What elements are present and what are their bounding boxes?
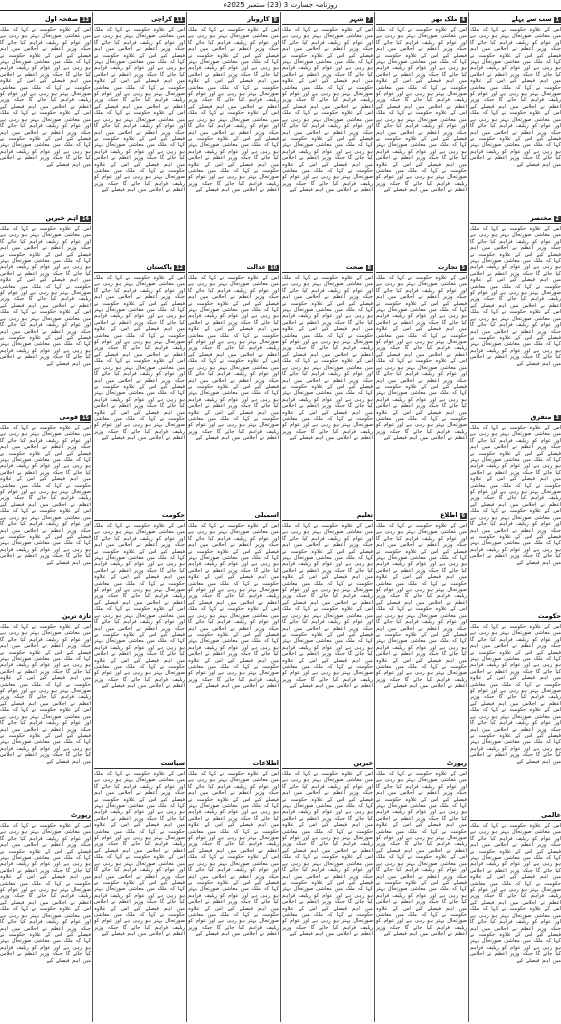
headline-text: سیاست: [160, 759, 185, 767]
article-number-badge: 7: [367, 17, 371, 23]
news-column: [0, 12, 91, 1022]
news-column: [94, 12, 185, 1022]
article-headline: [282, 15, 373, 25]
article-headline: [0, 413, 91, 423]
headline-text: حکومت: [537, 612, 561, 620]
article-number-badge: 2: [555, 216, 559, 222]
article-headline: [0, 15, 91, 25]
article-headline: [376, 15, 467, 25]
masthead-date: روزنامہ جسارت 3 (23) ستمبر 2025ء: [223, 1, 338, 9]
headline-text: صحت: [345, 263, 364, 271]
article-body: اس کے علاوہ حکومت نے کہا کہ ملک میں معاشی صورتحال بہتر ہو رہی ہے اور عوام کو ریلیف فراہم کیا جائے گا جبکہ وزیر اعظم نے اجلاس میں اہم فیصلے کیے اس کے علاوہ حکومت نے کہا کہ ملک میں معاشی صورتحال بہتر ہو رہی ہے اور عوام کو ریلیف فراہم کیا جائے گا جبکہ وزیر اعظم نے اجلاس میں اہم فیصلے کیے اس کے علاوہ حکومت نے کہا کہ ملک میں معاشی صورتحال بہتر ہو رہی ہے اور عوام کو ریلیف فراہم کیا جائے گا جبکہ وزیر اعظم نے اجلاس میں اہم فیصلے کیے اس کے علاوہ حکومت نے کہا کہ ملک میں معاشی صورتحال بہتر ہو رہی ہے اور عوام کو ریلیف فراہم کیا جائے گا جبکہ وزیر اعظم نے اجلاس میں اہم فیصلے کیے اس کے علاوہ حکومت نے کہا کہ ملک میں معاشی صورتحال بہتر ہو رہی ہے اور عوام کو ریلیف فراہم کیا جائے گا جبکہ وزیر اعظم نے اجلاس میں اہم فیصلے کیے اس کے علاوہ حکومت نے کہا کہ ملک میں معاشی صورتحال بہتر ہو رہی ہے اور عوام کو ریلیف فراہم کیا جائے گا جبکہ وزیر اعظم نے اجلاس میں اہم فیصلے کیے: [376, 27, 467, 194]
column-divider: [92, 12, 93, 1022]
article-body: اس کے علاوہ حکومت نے کہا کہ ملک میں معاشی صورتحال بہتر ہو رہی ہے اور عوام کو ریلیف فراہم کیا جائے گا جبکہ وزیر اعظم نے اجلاس میں اہم فیصلے کیے اس کے علاوہ حکومت نے کہا کہ ملک میں معاشی صورتحال بہتر ہو رہی ہے اور عوام کو ریلیف فراہم کیا جائے گا جبکہ وزیر اعظم نے اجلاس میں اہم فیصلے کیے اس کے علاوہ حکومت نے کہا کہ ملک میں معاشی صورتحال بہتر ہو رہی ہے اور عوام کو ریلیف فراہم کیا جائے گا جبکہ وزیر اعظم نے اجلاس میں اہم فیصلے کیے اس کے علاوہ حکومت نے کہا کہ ملک میں معاشی صورتحال بہتر ہو رہی ہے اور عوام کو ریلیف فراہم کیا جائے گا جبکہ وزیر اعظم نے اجلاس میں اہم فیصلے کیے اس کے علاوہ حکومت نے کہا کہ ملک میں معاشی صورتحال بہتر ہو رہی ہے اور عوام کو ریلیف فراہم کیا جائے گا جبکہ وزیر اعظم نے اجلاس میں اہم فیصلے کیے: [0, 823, 91, 964]
article-number-badge: 9: [273, 17, 277, 23]
news-column: [282, 12, 373, 1022]
article-number-badge: 15: [82, 415, 89, 421]
news-column: [376, 12, 467, 1022]
headline-text: تازہ ترین: [62, 612, 91, 620]
article-headline: [470, 811, 561, 821]
article-number-badge: 12: [176, 265, 183, 271]
column-divider: [468, 12, 469, 1022]
article-headline: [94, 263, 185, 273]
article-body: اس کے علاوہ حکومت نے کہا کہ ملک میں معاشی صورتحال بہتر ہو رہی ہے اور عوام کو ریلیف فراہم کیا جائے گا جبکہ وزیر اعظم نے اجلاس میں اہم فیصلے کیے اس کے علاوہ حکومت نے کہا کہ ملک میں معاشی صورتحال بہتر ہو رہی ہے اور عوام کو ریلیف فراہم کیا جائے گا جبکہ وزیر اعظم نے اجلاس میں اہم فیصلے کیے اس کے علاوہ حکومت نے کہا کہ ملک میں معاشی صورتحال بہتر ہو رہی ہے اور عوام کو ریلیف فراہم کیا جائے گا جبکہ وزیر اعظم نے اجلاس میں اہم فیصلے کیے اس کے علاوہ حکومت نے کہا کہ ملک میں معاشی صورتحال بہتر ہو رہی ہے اور عوام کو ریلیف فراہم کیا جائے گا جبکہ وزیر اعظم نے اجلاس میں اہم فیصلے کیے اس کے علاوہ حکومت نے کہا کہ ملک میں معاشی صورتحال بہتر ہو رہی ہے اور عوام کو ریلیف فراہم کیا جائے گا جبکہ وزیر اعظم نے اجلاس میں اہم فیصلے کیے: [470, 823, 561, 964]
headline-text: شہر: [349, 15, 364, 23]
article-body: اس کے علاوہ حکومت نے کہا کہ ملک میں معاشی صورتحال بہتر ہو رہی ہے اور عوام کو ریلیف فراہم کیا جائے گا جبکہ وزیر اعظم نے اجلاس میں اہم فیصلے کیے اس کے علاوہ حکومت نے کہا کہ ملک میں معاشی صورتحال بہتر ہو رہی ہے اور عوام کو ریلیف فراہم کیا جائے گا جبکہ وزیر اعظم نے اجلاس میں اہم فیصلے کیے اس کے علاوہ حکومت نے کہا کہ ملک میں معاشی صورتحال بہتر ہو رہی ہے اور عوام کو ریلیف فراہم کیا جائے گا جبکہ وزیر اعظم نے اجلاس میں اہم فیصلے کیے اس کے علاوہ حکومت نے کہا کہ ملک میں معاشی صورتحال بہتر ہو رہی ہے اور عوام کو ریلیف فراہم کیا جائے گا جبکہ وزیر اعظم نے اجلاس میں اہم فیصلے کیے اس کے علاوہ حکومت نے کہا کہ ملک میں معاشی صورتحال بہتر ہو رہی ہے اور عوام کو ریلیف فراہم کیا جائے گا جبکہ وزیر اعظم نے اجلاس میں اہم فیصلے کیے اس کے علاوہ حکومت نے کہا کہ ملک میں معاشی صورتحال بہتر ہو رہی ہے اور عوام کو ریلیف فراہم کیا جائے گا جبکہ وزیر اعظم نے اجلاس میں اہم فیصلے کیے: [282, 523, 373, 690]
column-divider: [186, 12, 187, 1022]
article-body: اس کے علاوہ حکومت نے کہا کہ ملک میں معاشی صورتحال بہتر ہو رہی ہے اور عوام کو ریلیف فراہم کیا جائے گا جبکہ وزیر اعظم نے اجلاس میں اہم فیصلے کیے اس کے علاوہ حکومت نے کہا کہ ملک میں معاشی صورتحال بہتر ہو رہی ہے اور عوام کو ریلیف فراہم کیا جائے گا جبکہ وزیر اعظم نے اجلاس میں اہم فیصلے کیے اس کے علاوہ حکومت نے کہا کہ ملک میں معاشی صورتحال بہتر ہو رہی ہے اور عوام کو ریلیف فراہم کیا جائے گا جبکہ وزیر اعظم نے اجلاس میں اہم فیصلے کیے اس کے علاوہ حکومت نے کہا کہ ملک میں معاشی صورتحال بہتر ہو رہی ہے اور عوام کو ریلیف فراہم کیا جائے گا جبکہ وزیر اعظم نے اجلاس میں اہم فیصلے کیے اس کے علاوہ حکومت نے کہا کہ ملک میں معاشی صورتحال بہتر ہو رہی ہے اور عوام کو ریلیف فراہم کیا جائے گا جبکہ وزیر اعظم نے اجلاس میں اہم فیصلے کیے اس کے علاوہ حکومت نے کہا کہ ملک میں معاشی صورتحال بہتر ہو رہی ہے اور عوام کو ریلیف فراہم کیا جائے گا جبکہ وزیر اعظم نے اجلاس میں اہم فیصلے کیے: [188, 275, 279, 442]
article-headline: [94, 15, 185, 25]
column-divider: [280, 12, 281, 1022]
headline-text: اسمبلی: [254, 511, 279, 519]
headline-text: خبریں: [353, 759, 373, 767]
headline-text: متفرق: [530, 413, 552, 421]
article-headline: [282, 263, 373, 273]
article-number-badge: 3: [555, 415, 559, 421]
article-number-badge: 11: [176, 17, 183, 23]
headline-text: مختصر: [530, 214, 552, 222]
article-number-badge: 6: [461, 513, 465, 519]
headline-text: کاروبار: [247, 15, 270, 23]
article-body: اس کے علاوہ حکومت نے کہا کہ ملک میں معاشی صورتحال بہتر ہو رہی ہے اور عوام کو ریلیف فراہم کیا جائے گا جبکہ وزیر اعظم نے اجلاس میں اہم فیصلے کیے اس کے علاوہ حکومت نے کہا کہ ملک میں معاشی صورتحال بہتر ہو رہی ہے اور عوام کو ریلیف فراہم کیا جائے گا جبکہ وزیر اعظم نے اجلاس میں اہم فیصلے کیے اس کے علاوہ حکومت نے کہا کہ ملک میں معاشی صورتحال بہتر ہو رہی ہے اور عوام کو ریلیف فراہم کیا جائے گا جبکہ وزیر اعظم نے اجلاس میں اہم فیصلے کیے اس کے علاوہ حکومت نے کہا کہ ملک میں معاشی صورتحال بہتر ہو رہی ہے اور عوام کو ریلیف فراہم کیا جائے گا جبکہ وزیر اعظم نے اجلاس میں اہم فیصلے کیے اس کے علاوہ حکومت نے کہا کہ ملک میں معاشی صورتحال بہتر ہو رہی ہے اور عوام کو ریلیف فراہم کیا جائے گا جبکہ وزیر اعظم نے اجلاس میں اہم فیصلے کیے: [470, 27, 561, 168]
news-column: [470, 12, 561, 1022]
headline-text: حکومت: [161, 511, 185, 519]
article-headline: [188, 759, 279, 769]
article-body: اس کے علاوہ حکومت نے کہا کہ ملک میں معاشی صورتحال بہتر ہو رہی ہے اور عوام کو ریلیف فراہم کیا جائے گا جبکہ وزیر اعظم نے اجلاس میں اہم فیصلے کیے اس کے علاوہ حکومت نے کہا کہ ملک میں معاشی صورتحال بہتر ہو رہی ہے اور عوام کو ریلیف فراہم کیا جائے گا جبکہ وزیر اعظم نے اجلاس میں اہم فیصلے کیے اس کے علاوہ حکومت نے کہا کہ ملک میں معاشی صورتحال بہتر ہو رہی ہے اور عوام کو ریلیف فراہم کیا جائے گا جبکہ وزیر اعظم نے اجلاس میں اہم فیصلے کیے اس کے علاوہ حکومت نے کہا کہ ملک میں معاشی صورتحال بہتر ہو رہی ہے اور عوام کو ریلیف فراہم کیا جائے گا جبکہ وزیر اعظم نے اجلاس میں اہم فیصلے کیے اس کے علاوہ حکومت نے کہا کہ ملک میں معاشی صورتحال بہتر ہو رہی ہے اور عوام کو ریلیف فراہم کیا جائے گا جبکہ وزیر اعظم نے اجلاس میں اہم فیصلے کیے اس کے علاوہ حکومت نے کہا کہ ملک میں معاشی صورتحال بہتر ہو رہی ہے اور عوام کو ریلیف فراہم کیا جائے گا جبکہ وزیر اعظم نے اجلاس میں اہم فیصلے کیے: [188, 771, 279, 938]
news-column: [188, 12, 279, 1022]
article-body: اس کے علاوہ حکومت نے کہا کہ ملک میں معاشی صورتحال بہتر ہو رہی ہے اور عوام کو ریلیف فراہم کیا جائے گا جبکہ وزیر اعظم نے اجلاس میں اہم فیصلے کیے اس کے علاوہ حکومت نے کہا کہ ملک میں معاشی صورتحال بہتر ہو رہی ہے اور عوام کو ریلیف فراہم کیا جائے گا جبکہ وزیر اعظم نے اجلاس میں اہم فیصلے کیے اس کے علاوہ حکومت نے کہا کہ ملک میں معاشی صورتحال بہتر ہو رہی ہے اور عوام کو ریلیف فراہم کیا جائے گا جبکہ وزیر اعظم نے اجلاس میں اہم فیصلے کیے اس کے علاوہ حکومت نے کہا کہ ملک میں معاشی صورتحال بہتر ہو رہی ہے اور عوام کو ریلیف فراہم کیا جائے گا جبکہ وزیر اعظم نے اجلاس میں اہم فیصلے کیے اس کے علاوہ حکومت نے کہا کہ ملک میں معاشی صورتحال بہتر ہو رہی ہے اور عوام کو ریلیف فراہم کیا جائے گا جبکہ وزیر اعظم نے اجلاس میں اہم فیصلے کیے: [0, 226, 91, 367]
article-body: اس کے علاوہ حکومت نے کہا کہ ملک میں معاشی صورتحال بہتر ہو رہی ہے اور عوام کو ریلیف فراہم کیا جائے گا جبکہ وزیر اعظم نے اجلاس میں اہم فیصلے کیے اس کے علاوہ حکومت نے کہا کہ ملک میں معاشی صورتحال بہتر ہو رہی ہے اور عوام کو ریلیف فراہم کیا جائے گا جبکہ وزیر اعظم نے اجلاس میں اہم فیصلے کیے اس کے علاوہ حکومت نے کہا کہ ملک میں معاشی صورتحال بہتر ہو رہی ہے اور عوام کو ریلیف فراہم کیا جائے گا جبکہ وزیر اعظم نے اجلاس میں اہم فیصلے کیے اس کے علاوہ حکومت نے کہا کہ ملک میں معاشی صورتحال بہتر ہو رہی ہے اور عوام کو ریلیف فراہم کیا جائے گا جبکہ وزیر اعظم نے اجلاس میں اہم فیصلے کیے اس کے علاوہ حکومت نے کہا کہ ملک میں معاشی صورتحال بہتر ہو رہی ہے اور عوام کو ریلیف فراہم کیا جائے گا جبکہ وزیر اعظم نے اجلاس میں اہم فیصلے کیے اس کے علاوہ حکومت نے کہا کہ ملک میں معاشی صورتحال بہتر ہو رہی ہے اور عوام کو ریلیف فراہم کیا جائے گا جبکہ وزیر اعظم نے اجلاس میں اہم فیصلے کیے: [282, 275, 373, 442]
article-headline: [376, 511, 467, 521]
article-number-badge: 4: [461, 17, 465, 23]
headline-text: کراچی: [151, 15, 173, 23]
article-number-badge: 8: [367, 265, 371, 271]
article-body: اس کے علاوہ حکومت نے کہا کہ ملک میں معاشی صورتحال بہتر ہو رہی ہے اور عوام کو ریلیف فراہم کیا جائے گا جبکہ وزیر اعظم نے اجلاس میں اہم فیصلے کیے اس کے علاوہ حکومت نے کہا کہ ملک میں معاشی صورتحال بہتر ہو رہی ہے اور عوام کو ریلیف فراہم کیا جائے گا جبکہ وزیر اعظم نے اجلاس میں اہم فیصلے کیے اس کے علاوہ حکومت نے کہا کہ ملک میں معاشی صورتحال بہتر ہو رہی ہے اور عوام کو ریلیف فراہم کیا جائے گا جبکہ وزیر اعظم نے اجلاس میں اہم فیصلے کیے اس کے علاوہ حکومت نے کہا کہ ملک میں معاشی صورتحال بہتر ہو رہی ہے اور عوام کو ریلیف فراہم کیا جائے گا جبکہ وزیر اعظم نے اجلاس میں اہم فیصلے کیے اس کے علاوہ حکومت نے کہا کہ ملک میں معاشی صورتحال بہتر ہو رہی ہے اور عوام کو ریلیف فراہم کیا جائے گا جبکہ وزیر اعظم نے اجلاس میں اہم فیصلے کیے: [0, 27, 91, 168]
headline-text: پاکستان: [146, 263, 173, 271]
article-headline: [94, 511, 185, 521]
article-headline: [470, 612, 561, 622]
article-headline: [376, 759, 467, 769]
headline-text: اہم خبریں: [45, 214, 79, 222]
headline-text: عالمی: [541, 811, 561, 819]
article-headline: [470, 214, 561, 224]
article-number-badge: 10: [270, 265, 277, 271]
headline-text: تجارت: [438, 263, 458, 271]
article-body: اس کے علاوہ حکومت نے کہا کہ ملک میں معاشی صورتحال بہتر ہو رہی ہے اور عوام کو ریلیف فراہم کیا جائے گا جبکہ وزیر اعظم نے اجلاس میں اہم فیصلے کیے اس کے علاوہ حکومت نے کہا کہ ملک میں معاشی صورتحال بہتر ہو رہی ہے اور عوام کو ریلیف فراہم کیا جائے گا جبکہ وزیر اعظم نے اجلاس میں اہم فیصلے کیے اس کے علاوہ حکومت نے کہا کہ ملک میں معاشی صورتحال بہتر ہو رہی ہے اور عوام کو ریلیف فراہم کیا جائے گا جبکہ وزیر اعظم نے اجلاس میں اہم فیصلے کیے اس کے علاوہ حکومت نے کہا کہ ملک میں معاشی صورتحال بہتر ہو رہی ہے اور عوام کو ریلیف فراہم کیا جائے گا جبکہ وزیر اعظم نے اجلاس میں اہم فیصلے کیے اس کے علاوہ حکومت نے کہا کہ ملک میں معاشی صورتحال بہتر ہو رہی ہے اور عوام کو ریلیف فراہم کیا جائے گا جبکہ وزیر اعظم نے اجلاس میں اہم فیصلے کیے اس کے علاوہ حکومت نے کہا کہ ملک میں معاشی صورتحال بہتر ہو رہی ہے اور عوام کو ریلیف فراہم کیا جائے گا جبکہ وزیر اعظم نے اجلاس میں اہم فیصلے کیے: [94, 523, 185, 690]
article-headline: [188, 263, 279, 273]
headline-text: عدالت: [246, 263, 267, 271]
article-number-badge: 13: [82, 17, 89, 23]
article-headline: [0, 811, 91, 821]
article-number-badge: 14: [82, 216, 89, 222]
article-body: اس کے علاوہ حکومت نے کہا کہ ملک میں معاشی صورتحال بہتر ہو رہی ہے اور عوام کو ریلیف فراہم کیا جائے گا جبکہ وزیر اعظم نے اجلاس میں اہم فیصلے کیے اس کے علاوہ حکومت نے کہا کہ ملک میں معاشی صورتحال بہتر ہو رہی ہے اور عوام کو ریلیف فراہم کیا جائے گا جبکہ وزیر اعظم نے اجلاس میں اہم فیصلے کیے اس کے علاوہ حکومت نے کہا کہ ملک میں معاشی صورتحال بہتر ہو رہی ہے اور عوام کو ریلیف فراہم کیا جائے گا جبکہ وزیر اعظم نے اجلاس میں اہم فیصلے کیے اس کے علاوہ حکومت نے کہا کہ ملک میں معاشی صورتحال بہتر ہو رہی ہے اور عوام کو ریلیف فراہم کیا جائے گا جبکہ وزیر اعظم نے اجلاس میں اہم فیصلے کیے اس کے علاوہ حکومت نے کہا کہ ملک میں معاشی صورتحال بہتر ہو رہی ہے اور عوام کو ریلیف فراہم کیا جائے گا جبکہ وزیر اعظم نے اجلاس میں اہم فیصلے کیے اس کے علاوہ حکومت نے کہا کہ ملک میں معاشی صورتحال بہتر ہو رہی ہے اور عوام کو ریلیف فراہم کیا جائے گا جبکہ وزیر اعظم نے اجلاس میں اہم فیصلے کیے: [94, 27, 185, 194]
article-headline: [0, 612, 91, 622]
headline-text: تعلیم: [356, 511, 373, 519]
article-number-badge: 1: [555, 17, 559, 23]
article-body: اس کے علاوہ حکومت نے کہا کہ ملک میں معاشی صورتحال بہتر ہو رہی ہے اور عوام کو ریلیف فراہم کیا جائے گا جبکہ وزیر اعظم نے اجلاس میں اہم فیصلے کیے اس کے علاوہ حکومت نے کہا کہ ملک میں معاشی صورتحال بہتر ہو رہی ہے اور عوام کو ریلیف فراہم کیا جائے گا جبکہ وزیر اعظم نے اجلاس میں اہم فیصلے کیے اس کے علاوہ حکومت نے کہا کہ ملک میں معاشی صورتحال بہتر ہو رہی ہے اور عوام کو ریلیف فراہم کیا جائے گا جبکہ وزیر اعظم نے اجلاس میں اہم فیصلے کیے اس کے علاوہ حکومت نے کہا کہ ملک میں معاشی صورتحال بہتر ہو رہی ہے اور عوام کو ریلیف فراہم کیا جائے گا جبکہ وزیر اعظم نے اجلاس میں اہم فیصلے کیے اس کے علاوہ حکومت نے کہا کہ ملک میں معاشی صورتحال بہتر ہو رہی ہے اور عوام کو ریلیف فراہم کیا جائے گا جبکہ وزیر اعظم نے اجلاس میں اہم فیصلے کیے اس کے علاوہ حکومت نے کہا کہ ملک میں معاشی صورتحال بہتر ہو رہی ہے اور عوام کو ریلیف فراہم کیا جائے گا جبکہ وزیر اعظم نے اجلاس میں اہم فیصلے کیے: [188, 523, 279, 690]
article-body: اس کے علاوہ حکومت نے کہا کہ ملک میں معاشی صورتحال بہتر ہو رہی ہے اور عوام کو ریلیف فراہم کیا جائے گا جبکہ وزیر اعظم نے اجلاس میں اہم فیصلے کیے اس کے علاوہ حکومت نے کہا کہ ملک میں معاشی صورتحال بہتر ہو رہی ہے اور عوام کو ریلیف فراہم کیا جائے گا جبکہ وزیر اعظم نے اجلاس میں اہم فیصلے کیے اس کے علاوہ حکومت نے کہا کہ ملک میں معاشی صورتحال بہتر ہو رہی ہے اور عوام کو ریلیف فراہم کیا جائے گا جبکہ وزیر اعظم نے اجلاس میں اہم فیصلے کیے اس کے علاوہ حکومت نے کہا کہ ملک میں معاشی صورتحال بہتر ہو رہی ہے اور عوام کو ریلیف فراہم کیا جائے گا جبکہ وزیر اعظم نے اجلاس میں اہم فیصلے کیے اس کے علاوہ حکومت نے کہا کہ ملک میں معاشی صورتحال بہتر ہو رہی ہے اور عوام کو ریلیف فراہم کیا جائے گا جبکہ وزیر اعظم نے اجلاس میں اہم فیصلے کیے اس کے علاوہ حکومت نے کہا کہ ملک میں معاشی صورتحال بہتر ہو رہی ہے اور عوام کو ریلیف فراہم کیا جائے گا جبکہ وزیر اعظم نے اجلاس میں اہم فیصلے کیے: [188, 27, 279, 194]
article-headline: [282, 511, 373, 521]
headline-text: رپورٹ: [446, 759, 467, 767]
article-headline: [470, 413, 561, 423]
headline-text: اطلاعات: [252, 759, 279, 767]
headline-text: ملک بھر: [431, 15, 458, 23]
article-headline: [188, 511, 279, 521]
article-body: اس کے علاوہ حکومت نے کہا کہ ملک میں معاشی صورتحال بہتر ہو رہی ہے اور عوام کو ریلیف فراہم کیا جائے گا جبکہ وزیر اعظم نے اجلاس میں اہم فیصلے کیے اس کے علاوہ حکومت نے کہا کہ ملک میں معاشی صورتحال بہتر ہو رہی ہے اور عوام کو ریلیف فراہم کیا جائے گا جبکہ وزیر اعظم نے اجلاس میں اہم فیصلے کیے اس کے علاوہ حکومت نے کہا کہ ملک میں معاشی صورتحال بہتر ہو رہی ہے اور عوام کو ریلیف فراہم کیا جائے گا جبکہ وزیر اعظم نے اجلاس میں اہم فیصلے کیے اس کے علاوہ حکومت نے کہا کہ ملک میں معاشی صورتحال بہتر ہو رہی ہے اور عوام کو ریلیف فراہم کیا جائے گا جبکہ وزیر اعظم نے اجلاس میں اہم فیصلے کیے اس کے علاوہ حکومت نے کہا کہ ملک میں معاشی صورتحال بہتر ہو رہی ہے اور عوام کو ریلیف فراہم کیا جائے گا جبکہ وزیر اعظم نے اجلاس میں اہم فیصلے کیے: [470, 425, 561, 566]
article-body: اس کے علاوہ حکومت نے کہا کہ ملک میں معاشی صورتحال بہتر ہو رہی ہے اور عوام کو ریلیف فراہم کیا جائے گا جبکہ وزیر اعظم نے اجلاس میں اہم فیصلے کیے اس کے علاوہ حکومت نے کہا کہ ملک میں معاشی صورتحال بہتر ہو رہی ہے اور عوام کو ریلیف فراہم کیا جائے گا جبکہ وزیر اعظم نے اجلاس میں اہم فیصلے کیے اس کے علاوہ حکومت نے کہا کہ ملک میں معاشی صورتحال بہتر ہو رہی ہے اور عوام کو ریلیف فراہم کیا جائے گا جبکہ وزیر اعظم نے اجلاس میں اہم فیصلے کیے اس کے علاوہ حکومت نے کہا کہ ملک میں معاشی صورتحال بہتر ہو رہی ہے اور عوام کو ریلیف فراہم کیا جائے گا جبکہ وزیر اعظم نے اجلاس میں اہم فیصلے کیے اس کے علاوہ حکومت نے کہا کہ ملک میں معاشی صورتحال بہتر ہو رہی ہے اور عوام کو ریلیف فراہم کیا جائے گا جبکہ وزیر اعظم نے اجلاس میں اہم فیصلے کیے: [470, 624, 561, 765]
article-headline: [94, 759, 185, 769]
article-body: اس کے علاوہ حکومت نے کہا کہ ملک میں معاشی صورتحال بہتر ہو رہی ہے اور عوام کو ریلیف فراہم کیا جائے گا جبکہ وزیر اعظم نے اجلاس میں اہم فیصلے کیے اس کے علاوہ حکومت نے کہا کہ ملک میں معاشی صورتحال بہتر ہو رہی ہے اور عوام کو ریلیف فراہم کیا جائے گا جبکہ وزیر اعظم نے اجلاس میں اہم فیصلے کیے اس کے علاوہ حکومت نے کہا کہ ملک میں معاشی صورتحال بہتر ہو رہی ہے اور عوام کو ریلیف فراہم کیا جائے گا جبکہ وزیر اعظم نے اجلاس میں اہم فیصلے کیے اس کے علاوہ حکومت نے کہا کہ ملک میں معاشی صورتحال بہتر ہو رہی ہے اور عوام کو ریلیف فراہم کیا جائے گا جبکہ وزیر اعظم نے اجلاس میں اہم فیصلے کیے اس کے علاوہ حکومت نے کہا کہ ملک میں معاشی صورتحال بہتر ہو رہی ہے اور عوام کو ریلیف فراہم کیا جائے گا جبکہ وزیر اعظم نے اجلاس میں اہم فیصلے کیے: [0, 624, 91, 765]
article-number-badge: 5: [461, 265, 465, 271]
article-body: اس کے علاوہ حکومت نے کہا کہ ملک میں معاشی صورتحال بہتر ہو رہی ہے اور عوام کو ریلیف فراہم کیا جائے گا جبکہ وزیر اعظم نے اجلاس میں اہم فیصلے کیے اس کے علاوہ حکومت نے کہا کہ ملک میں معاشی صورتحال بہتر ہو رہی ہے اور عوام کو ریلیف فراہم کیا جائے گا جبکہ وزیر اعظم نے اجلاس میں اہم فیصلے کیے اس کے علاوہ حکومت نے کہا کہ ملک میں معاشی صورتحال بہتر ہو رہی ہے اور عوام کو ریلیف فراہم کیا جائے گا جبکہ وزیر اعظم نے اجلاس میں اہم فیصلے کیے اس کے علاوہ حکومت نے کہا کہ ملک میں معاشی صورتحال بہتر ہو رہی ہے اور عوام کو ریلیف فراہم کیا جائے گا جبکہ وزیر اعظم نے اجلاس میں اہم فیصلے کیے اس کے علاوہ حکومت نے کہا کہ ملک میں معاشی صورتحال بہتر ہو رہی ہے اور عوام کو ریلیف فراہم کیا جائے گا جبکہ وزیر اعظم نے اجلاس میں اہم فیصلے کیے اس کے علاوہ حکومت نے کہا کہ ملک میں معاشی صورتحال بہتر ہو رہی ہے اور عوام کو ریلیف فراہم کیا جائے گا جبکہ وزیر اعظم نے اجلاس میں اہم فیصلے کیے: [376, 523, 467, 690]
article-body: اس کے علاوہ حکومت نے کہا کہ ملک میں معاشی صورتحال بہتر ہو رہی ہے اور عوام کو ریلیف فراہم کیا جائے گا جبکہ وزیر اعظم نے اجلاس میں اہم فیصلے کیے اس کے علاوہ حکومت نے کہا کہ ملک میں معاشی صورتحال بہتر ہو رہی ہے اور عوام کو ریلیف فراہم کیا جائے گا جبکہ وزیر اعظم نے اجلاس میں اہم فیصلے کیے اس کے علاوہ حکومت نے کہا کہ ملک میں معاشی صورتحال بہتر ہو رہی ہے اور عوام کو ریلیف فراہم کیا جائے گا جبکہ وزیر اعظم نے اجلاس میں اہم فیصلے کیے اس کے علاوہ حکومت نے کہا کہ ملک میں معاشی صورتحال بہتر ہو رہی ہے اور عوام کو ریلیف فراہم کیا جائے گا جبکہ وزیر اعظم نے اجلاس میں اہم فیصلے کیے اس کے علاوہ حکومت نے کہا کہ ملک میں معاشی صورتحال بہتر ہو رہی ہے اور عوام کو ریلیف فراہم کیا جائے گا جبکہ وزیر اعظم نے اجلاس میں اہم فیصلے کیے: [0, 425, 91, 566]
article-headline: [376, 263, 467, 273]
article-body: اس کے علاوہ حکومت نے کہا کہ ملک میں معاشی صورتحال بہتر ہو رہی ہے اور عوام کو ریلیف فراہم کیا جائے گا جبکہ وزیر اعظم نے اجلاس میں اہم فیصلے کیے اس کے علاوہ حکومت نے کہا کہ ملک میں معاشی صورتحال بہتر ہو رہی ہے اور عوام کو ریلیف فراہم کیا جائے گا جبکہ وزیر اعظم نے اجلاس میں اہم فیصلے کیے اس کے علاوہ حکومت نے کہا کہ ملک میں معاشی صورتحال بہتر ہو رہی ہے اور عوام کو ریلیف فراہم کیا جائے گا جبکہ وزیر اعظم نے اجلاس میں اہم فیصلے کیے اس کے علاوہ حکومت نے کہا کہ ملک میں معاشی صورتحال بہتر ہو رہی ہے اور عوام کو ریلیف فراہم کیا جائے گا جبکہ وزیر اعظم نے اجلاس میں اہم فیصلے کیے اس کے علاوہ حکومت نے کہا کہ ملک میں معاشی صورتحال بہتر ہو رہی ہے اور عوام کو ریلیف فراہم کیا جائے گا جبکہ وزیر اعظم نے اجلاس میں اہم فیصلے کیے اس کے علاوہ حکومت نے کہا کہ ملک میں معاشی صورتحال بہتر ہو رہی ہے اور عوام کو ریلیف فراہم کیا جائے گا جبکہ وزیر اعظم نے اجلاس میں اہم فیصلے کیے: [282, 771, 373, 938]
article-headline: [282, 759, 373, 769]
column-divider: [374, 12, 375, 1022]
headline-text: سب سے پہلے: [511, 15, 552, 23]
article-headline: [0, 214, 91, 224]
headline-text: رپورٹ: [70, 811, 91, 819]
article-body: اس کے علاوہ حکومت نے کہا کہ ملک میں معاشی صورتحال بہتر ہو رہی ہے اور عوام کو ریلیف فراہم کیا جائے گا جبکہ وزیر اعظم نے اجلاس میں اہم فیصلے کیے اس کے علاوہ حکومت نے کہا کہ ملک میں معاشی صورتحال بہتر ہو رہی ہے اور عوام کو ریلیف فراہم کیا جائے گا جبکہ وزیر اعظم نے اجلاس میں اہم فیصلے کیے اس کے علاوہ حکومت نے کہا کہ ملک میں معاشی صورتحال بہتر ہو رہی ہے اور عوام کو ریلیف فراہم کیا جائے گا جبکہ وزیر اعظم نے اجلاس میں اہم فیصلے کیے اس کے علاوہ حکومت نے کہا کہ ملک میں معاشی صورتحال بہتر ہو رہی ہے اور عوام کو ریلیف فراہم کیا جائے گا جبکہ وزیر اعظم نے اجلاس میں اہم فیصلے کیے اس کے علاوہ حکومت نے کہا کہ ملک میں معاشی صورتحال بہتر ہو رہی ہے اور عوام کو ریلیف فراہم کیا جائے گا جبکہ وزیر اعظم نے اجلاس میں اہم فیصلے کیے: [470, 226, 561, 367]
article-headline: [188, 15, 279, 25]
headline-text: صفحہ اول: [44, 15, 79, 23]
article-body: اس کے علاوہ حکومت نے کہا کہ ملک میں معاشی صورتحال بہتر ہو رہی ہے اور عوام کو ریلیف فراہم کیا جائے گا جبکہ وزیر اعظم نے اجلاس میں اہم فیصلے کیے اس کے علاوہ حکومت نے کہا کہ ملک میں معاشی صورتحال بہتر ہو رہی ہے اور عوام کو ریلیف فراہم کیا جائے گا جبکہ وزیر اعظم نے اجلاس میں اہم فیصلے کیے اس کے علاوہ حکومت نے کہا کہ ملک میں معاشی صورتحال بہتر ہو رہی ہے اور عوام کو ریلیف فراہم کیا جائے گا جبکہ وزیر اعظم نے اجلاس میں اہم فیصلے کیے اس کے علاوہ حکومت نے کہا کہ ملک میں معاشی صورتحال بہتر ہو رہی ہے اور عوام کو ریلیف فراہم کیا جائے گا جبکہ وزیر اعظم نے اجلاس میں اہم فیصلے کیے اس کے علاوہ حکومت نے کہا کہ ملک میں معاشی صورتحال بہتر ہو رہی ہے اور عوام کو ریلیف فراہم کیا جائے گا جبکہ وزیر اعظم نے اجلاس میں اہم فیصلے کیے اس کے علاوہ حکومت نے کہا کہ ملک میں معاشی صورتحال بہتر ہو رہی ہے اور عوام کو ریلیف فراہم کیا جائے گا جبکہ وزیر اعظم نے اجلاس میں اہم فیصلے کیے: [94, 275, 185, 442]
headline-text: قومی: [59, 413, 79, 421]
headline-text: اطلاع: [440, 511, 458, 519]
article-body: اس کے علاوہ حکومت نے کہا کہ ملک میں معاشی صورتحال بہتر ہو رہی ہے اور عوام کو ریلیف فراہم کیا جائے گا جبکہ وزیر اعظم نے اجلاس میں اہم فیصلے کیے اس کے علاوہ حکومت نے کہا کہ ملک میں معاشی صورتحال بہتر ہو رہی ہے اور عوام کو ریلیف فراہم کیا جائے گا جبکہ وزیر اعظم نے اجلاس میں اہم فیصلے کیے اس کے علاوہ حکومت نے کہا کہ ملک میں معاشی صورتحال بہتر ہو رہی ہے اور عوام کو ریلیف فراہم کیا جائے گا جبکہ وزیر اعظم نے اجلاس میں اہم فیصلے کیے اس کے علاوہ حکومت نے کہا کہ ملک میں معاشی صورتحال بہتر ہو رہی ہے اور عوام کو ریلیف فراہم کیا جائے گا جبکہ وزیر اعظم نے اجلاس میں اہم فیصلے کیے اس کے علاوہ حکومت نے کہا کہ ملک میں معاشی صورتحال بہتر ہو رہی ہے اور عوام کو ریلیف فراہم کیا جائے گا جبکہ وزیر اعظم نے اجلاس میں اہم فیصلے کیے اس کے علاوہ حکومت نے کہا کہ ملک میں معاشی صورتحال بہتر ہو رہی ہے اور عوام کو ریلیف فراہم کیا جائے گا جبکہ وزیر اعظم نے اجلاس میں اہم فیصلے کیے: [376, 771, 467, 938]
masthead-rule: [0, 10, 561, 11]
article-body: اس کے علاوہ حکومت نے کہا کہ ملک میں معاشی صورتحال بہتر ہو رہی ہے اور عوام کو ریلیف فراہم کیا جائے گا جبکہ وزیر اعظم نے اجلاس میں اہم فیصلے کیے اس کے علاوہ حکومت نے کہا کہ ملک میں معاشی صورتحال بہتر ہو رہی ہے اور عوام کو ریلیف فراہم کیا جائے گا جبکہ وزیر اعظم نے اجلاس میں اہم فیصلے کیے اس کے علاوہ حکومت نے کہا کہ ملک میں معاشی صورتحال بہتر ہو رہی ہے اور عوام کو ریلیف فراہم کیا جائے گا جبکہ وزیر اعظم نے اجلاس میں اہم فیصلے کیے اس کے علاوہ حکومت نے کہا کہ ملک میں معاشی صورتحال بہتر ہو رہی ہے اور عوام کو ریلیف فراہم کیا جائے گا جبکہ وزیر اعظم نے اجلاس میں اہم فیصلے کیے اس کے علاوہ حکومت نے کہا کہ ملک میں معاشی صورتحال بہتر ہو رہی ہے اور عوام کو ریلیف فراہم کیا جائے گا جبکہ وزیر اعظم نے اجلاس میں اہم فیصلے کیے اس کے علاوہ حکومت نے کہا کہ ملک میں معاشی صورتحال بہتر ہو رہی ہے اور عوام کو ریلیف فراہم کیا جائے گا جبکہ وزیر اعظم نے اجلاس میں اہم فیصلے کیے: [376, 275, 467, 442]
article-headline: [470, 15, 561, 25]
article-body: اس کے علاوہ حکومت نے کہا کہ ملک میں معاشی صورتحال بہتر ہو رہی ہے اور عوام کو ریلیف فراہم کیا جائے گا جبکہ وزیر اعظم نے اجلاس میں اہم فیصلے کیے اس کے علاوہ حکومت نے کہا کہ ملک میں معاشی صورتحال بہتر ہو رہی ہے اور عوام کو ریلیف فراہم کیا جائے گا جبکہ وزیر اعظم نے اجلاس میں اہم فیصلے کیے اس کے علاوہ حکومت نے کہا کہ ملک میں معاشی صورتحال بہتر ہو رہی ہے اور عوام کو ریلیف فراہم کیا جائے گا جبکہ وزیر اعظم نے اجلاس میں اہم فیصلے کیے اس کے علاوہ حکومت نے کہا کہ ملک میں معاشی صورتحال بہتر ہو رہی ہے اور عوام کو ریلیف فراہم کیا جائے گا جبکہ وزیر اعظم نے اجلاس میں اہم فیصلے کیے اس کے علاوہ حکومت نے کہا کہ ملک میں معاشی صورتحال بہتر ہو رہی ہے اور عوام کو ریلیف فراہم کیا جائے گا جبکہ وزیر اعظم نے اجلاس میں اہم فیصلے کیے اس کے علاوہ حکومت نے کہا کہ ملک میں معاشی صورتحال بہتر ہو رہی ہے اور عوام کو ریلیف فراہم کیا جائے گا جبکہ وزیر اعظم نے اجلاس میں اہم فیصلے کیے: [282, 27, 373, 194]
article-body: اس کے علاوہ حکومت نے کہا کہ ملک میں معاشی صورتحال بہتر ہو رہی ہے اور عوام کو ریلیف فراہم کیا جائے گا جبکہ وزیر اعظم نے اجلاس میں اہم فیصلے کیے اس کے علاوہ حکومت نے کہا کہ ملک میں معاشی صورتحال بہتر ہو رہی ہے اور عوام کو ریلیف فراہم کیا جائے گا جبکہ وزیر اعظم نے اجلاس میں اہم فیصلے کیے اس کے علاوہ حکومت نے کہا کہ ملک میں معاشی صورتحال بہتر ہو رہی ہے اور عوام کو ریلیف فراہم کیا جائے گا جبکہ وزیر اعظم نے اجلاس میں اہم فیصلے کیے اس کے علاوہ حکومت نے کہا کہ ملک میں معاشی صورتحال بہتر ہو رہی ہے اور عوام کو ریلیف فراہم کیا جائے گا جبکہ وزیر اعظم نے اجلاس میں اہم فیصلے کیے اس کے علاوہ حکومت نے کہا کہ ملک میں معاشی صورتحال بہتر ہو رہی ہے اور عوام کو ریلیف فراہم کیا جائے گا جبکہ وزیر اعظم نے اجلاس میں اہم فیصلے کیے اس کے علاوہ حکومت نے کہا کہ ملک میں معاشی صورتحال بہتر ہو رہی ہے اور عوام کو ریلیف فراہم کیا جائے گا جبکہ وزیر اعظم نے اجلاس میں اہم فیصلے کیے: [94, 771, 185, 938]
